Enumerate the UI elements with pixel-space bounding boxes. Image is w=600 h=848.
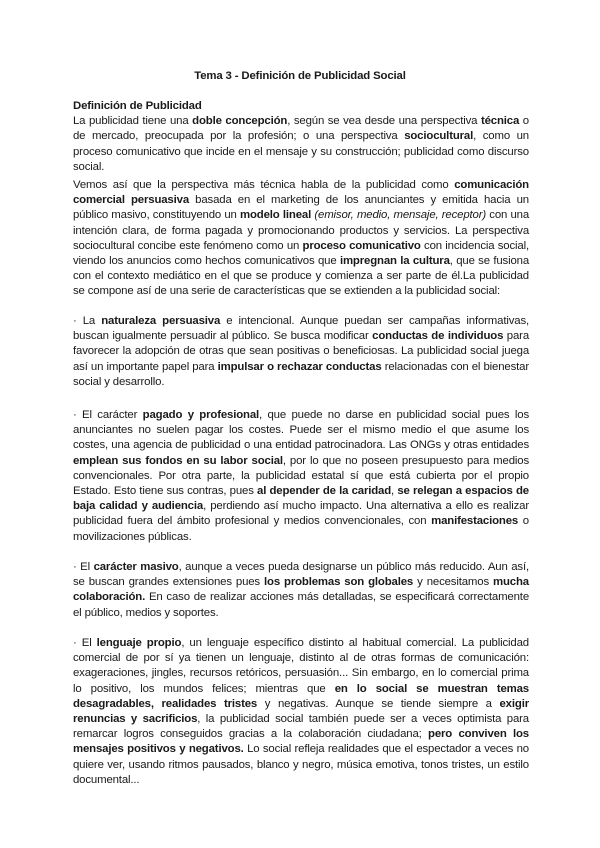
bold-text: naturaleza persuasiva [101, 315, 221, 327]
bold-text: mucha colaboración. [73, 576, 529, 604]
text-run: y necesitamos [413, 576, 494, 589]
perspective-paragraph [73, 178, 529, 300]
bold-text: proceso comunicativo [302, 239, 421, 252]
text-run: basada en el marketing de los anunciantes y emitida hacia un público masivo, constituyendo un [73, 194, 529, 222]
bold-text: sociocultural [404, 130, 474, 143]
italic-text: (emisor, medio, mensaje, receptor) [314, 209, 487, 222]
bold-text: manifestaciones [431, 515, 519, 528]
text-run: para favorecer la adopción de otras que sean positivas o beneficiosas. La publicidad social juega así un importante papel para [73, 330, 530, 373]
feature-persuasive-paragraph [73, 314, 529, 390]
text-run: , que puede no darse en publicidad social pues los anunciantes no suelen pagar los costes. Puede ser el mismo medio el que asume los costes, una agencia de publicidad o una entidad patrocinadora. Las ONGs y otras entidades [73, 409, 530, 452]
text-run: · La [73, 315, 102, 327]
bold-text: pagado y profesional [142, 409, 260, 421]
bold-text: conductas de individuos [372, 330, 504, 343]
text-run: o de mercado, preocupada por la profesión; o una perspectiva [73, 115, 529, 143]
definition-section [73, 99, 529, 175]
intro-paragraph [73, 114, 529, 175]
text-run: con incidencia social, viendo los anuncios como hechos comunicativos que [73, 239, 529, 268]
document-title: Tema 3 - Definición de Publicidad Social [194, 70, 406, 82]
bold-text: emplean sus fondos en su labor social [73, 454, 283, 467]
text-run: o movilizaciones públicas. [73, 515, 529, 543]
text-run: relacionadas con el bienestar social y desarrollo. [73, 360, 529, 388]
feature-paid-paragraph [73, 408, 529, 545]
bold-text: técnica [480, 115, 520, 128]
bold-text: se relegan a espacios de baja calidad y audiencia [73, 485, 529, 513]
text-run: , aunque a veces pueda designarse un público más reducido. Aun así, se buscan grandes extensiones pues [73, 561, 529, 589]
bold-text: pero conviven los mensajes positivos y negativos. [73, 728, 529, 756]
feature-language-paragraph [73, 636, 529, 788]
bold-text: doble concepción [192, 115, 288, 128]
text-run: La publicidad tiene una [73, 115, 193, 128]
text-run: , según se vea desde una perspectiva [287, 115, 481, 128]
text-run: En caso de realizar acciones más detalladas, se especificará correctamente el público, medios y soportes. [73, 591, 529, 619]
section-heading: Definición de Publicidad [73, 100, 202, 112]
text-run: · El carácter [73, 409, 143, 421]
text-run: , por lo que no poseen presupuesto para medios convencionales. Por otra parte, la publicidad estatal sí que está cubierta por el propio Estado. Esto tiene sus contras, pues [73, 454, 529, 498]
feature-massive-paragraph [73, 560, 529, 621]
bold-text: en lo social se muestran temas desagradables, realidades tristes [73, 682, 529, 710]
text-run: · El [73, 561, 94, 573]
text-run: Lo social refleja realidades que el espectador a veces no quiere ver, usando ritmos pausados, blanco y negro, música emotiva, tonos tristes, un estilo documental... [73, 743, 529, 786]
bold-text: impregnan la cultura [339, 255, 450, 268]
bold-text: al depender de la caridad [257, 485, 392, 498]
text-run: · El [73, 637, 97, 649]
text-run: y negativas. Aunque se tiende siempre a [257, 697, 500, 710]
text-run: , la publicidad social también puede ser a veces optimista para remarcar logros conseguidos gracias a la colaboración ciudadana; [73, 713, 529, 741]
bold-text: carácter masivo [93, 561, 179, 573]
bold-text: comunicación comercial persuasiva [73, 179, 529, 207]
text-run: e intencional. Aunque puedan ser campañas informativas, buscan igualmente persuadir al público. Se busca modificar [73, 315, 530, 343]
text-run: Vemos así que la perspectiva más técnica habla de la publicidad como [73, 179, 455, 191]
bold-text: los problemas son globales [264, 576, 414, 589]
text-run: , [391, 485, 398, 498]
text-run: , perdiendo así mucho impacto. Una alternativa a ello es realizar publicidad fuera del ámbito profesional y medios convencionales, con [73, 500, 529, 528]
bold-text: exigir renuncias y sacrificios [73, 697, 529, 726]
text-run: , como un proceso comunicativo que incide en el mensaje y su construcción; publicidad como discurso social. [73, 130, 529, 173]
text-run: , un lenguaje específico distinto al habitual comercial. La publicidad comercial de por sí ya tienen un lenguaje, distinto al de otras formas de comunicación: exageraciones, jingles, recursos retóricos, persuasión... Sin embargo, en lo comercial prima lo positivo, los mundos felices; mientras que [73, 637, 529, 695]
bold-text: modelo lineal [240, 209, 312, 222]
bold-text: impulsar o rechazar conductas [217, 360, 382, 373]
text-run: con una intención clara, de forma pagada y promocionando productos y servicios. La perspectiva sociocultural concibe este fenómeno como un [73, 209, 530, 252]
bold-text: lenguaje propio [96, 637, 182, 649]
text-run: , que se fusiona con el contexto mediático en el que se produce y comienza a ser parte de él.La publicidad se compone así de una serie de características que se extienden a la publicidad social: [73, 255, 530, 298]
